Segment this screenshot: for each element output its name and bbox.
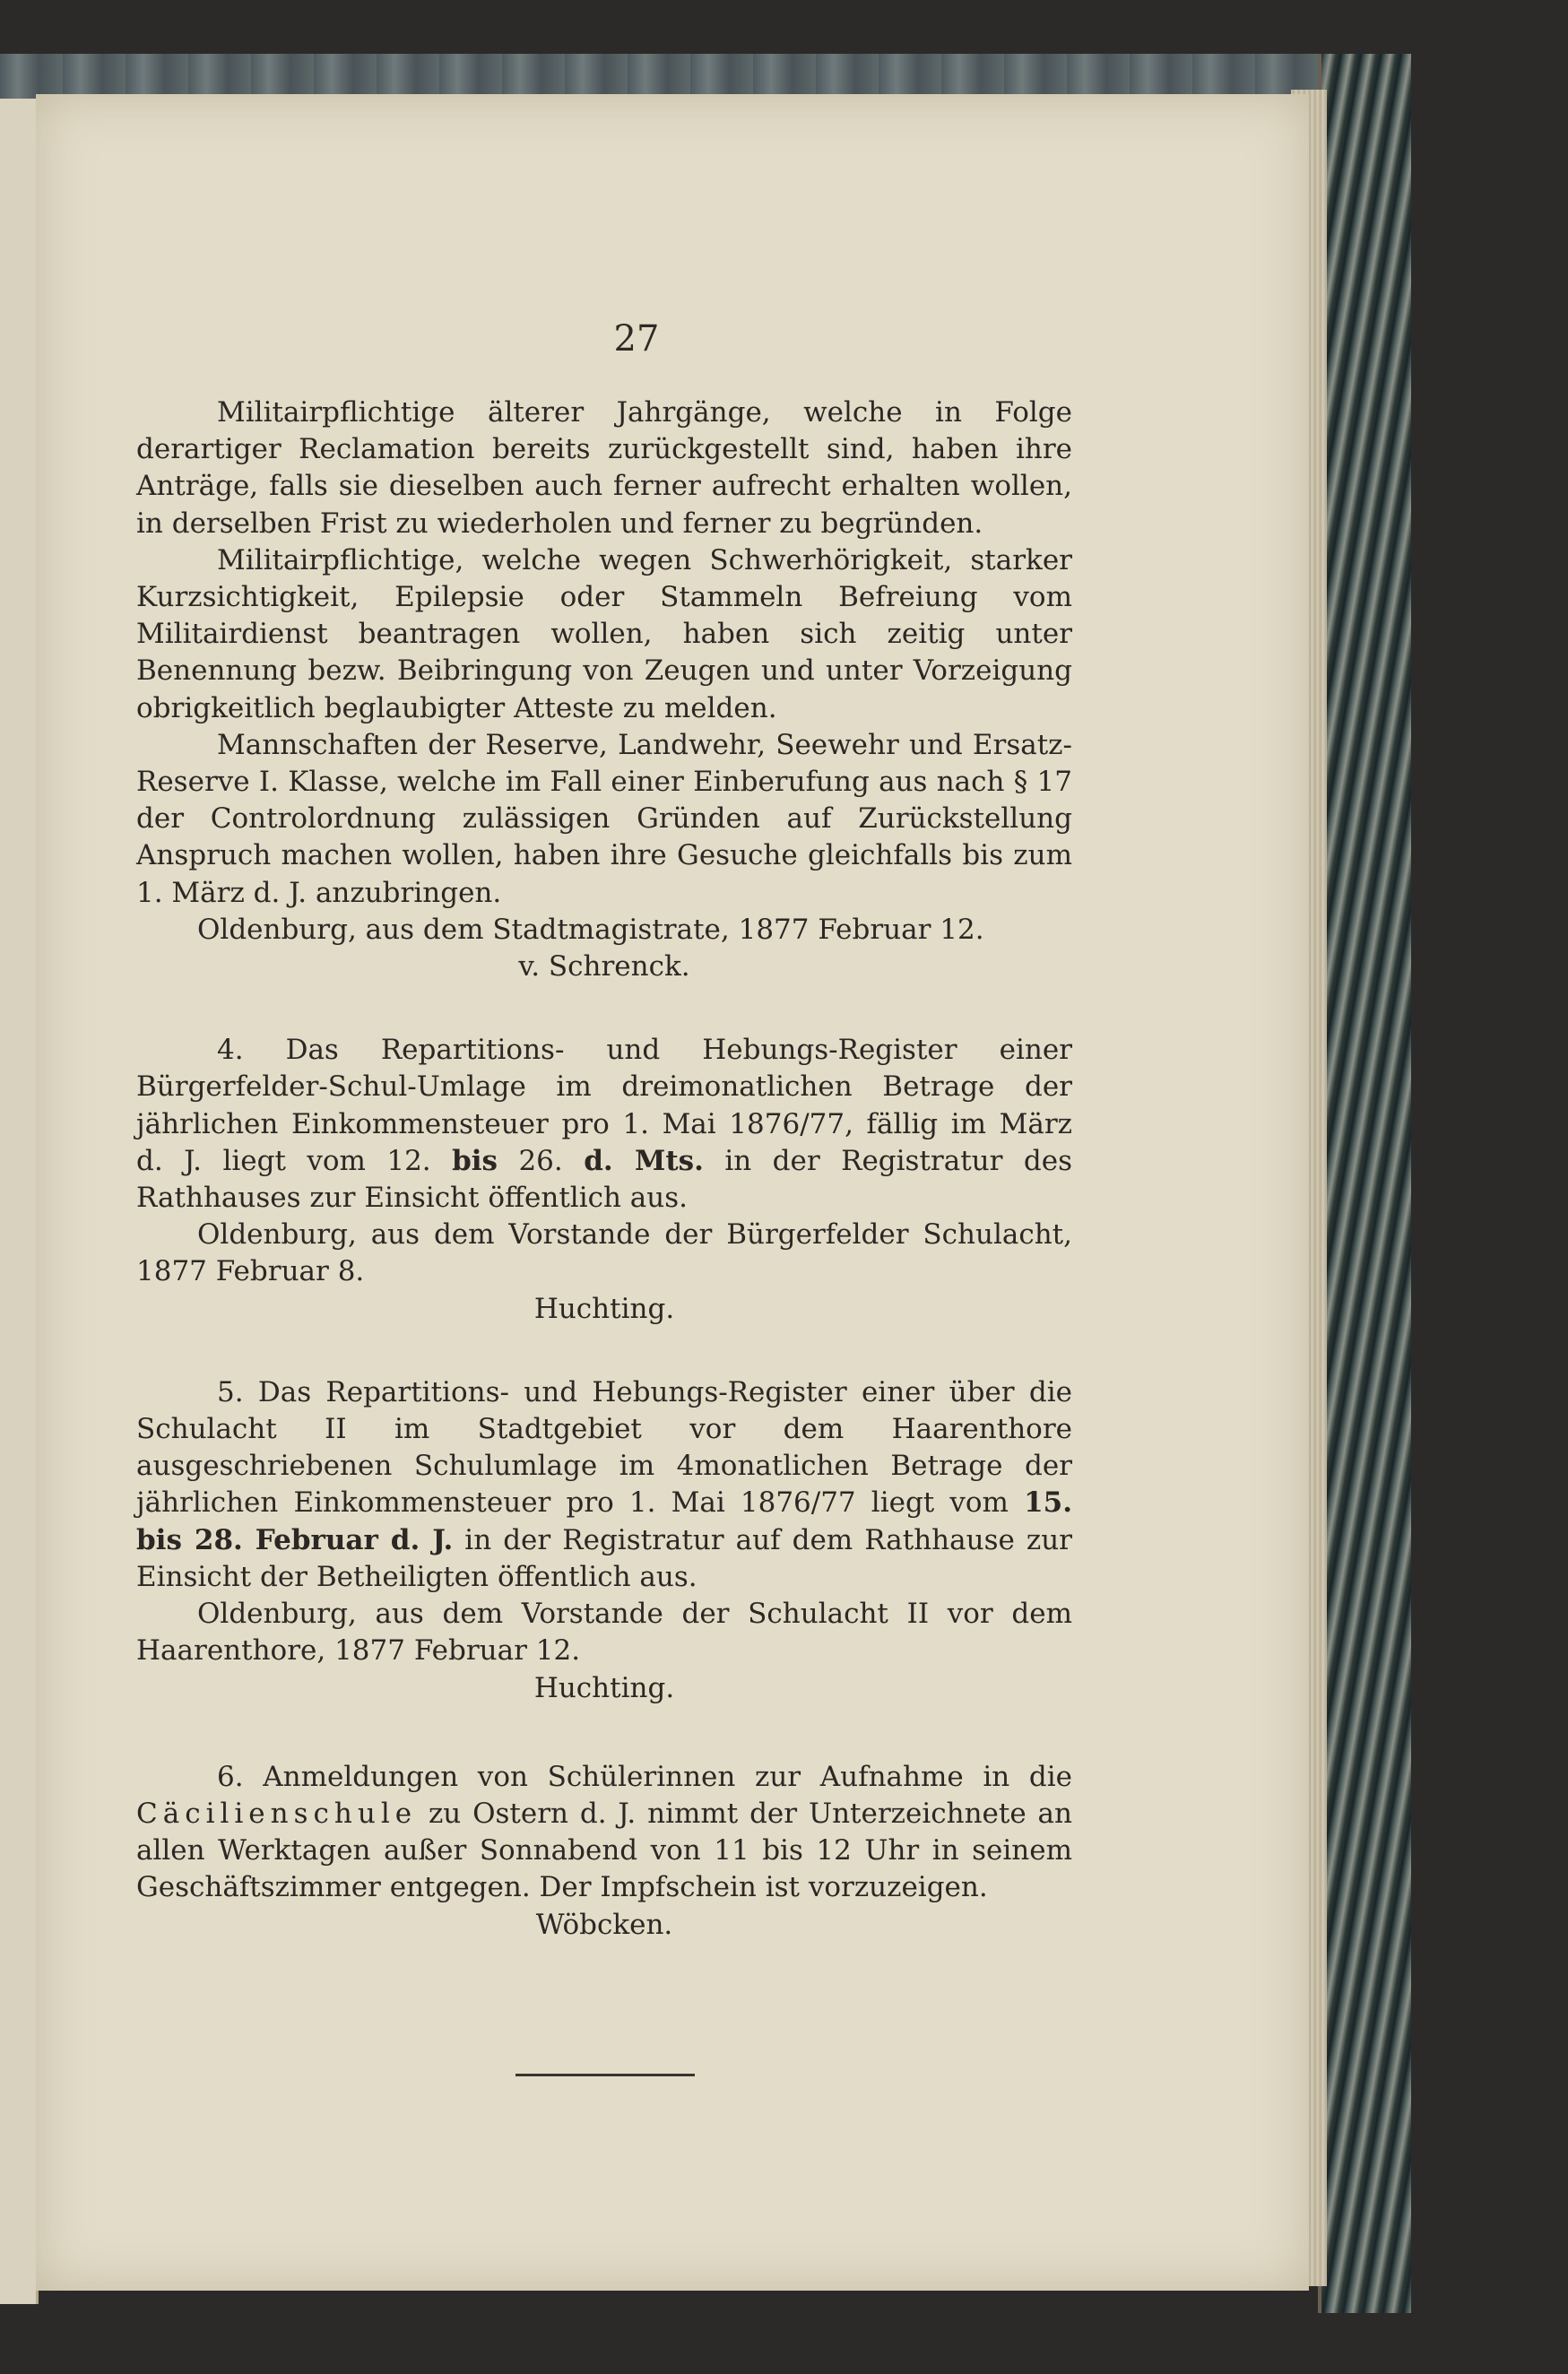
signature-huchting-2: Huchting. xyxy=(533,1671,675,1704)
paragraph-reserve-deferral: Mannschaften der Reserve, Landwehr, Seewehr und Ersatz-Reserve I. Klasse, welche im Fall einer Einberufung aus nach § 17 der Controlordnung zulässigen Gründen auf Zurückstellung Anspruch machen wollen, haben ihre Gesuche gleichfalls bis zum 1. März d. J. anzubringen. xyxy=(136,728,1072,909)
book-binding-spine xyxy=(1318,54,1411,2313)
notice-4-emphasis-month: d. Mts. xyxy=(584,1144,704,1177)
notice-5-emphasis-dates: 15. bis 28. Februar d. J. xyxy=(136,1486,1072,1556)
notice-5-text-after: in der Registratur auf dem Rathhause zur Einsicht der Betheiligten öffentlich aus. xyxy=(136,1523,1073,1593)
paragraph-medical-exemption: Militairpflichtige, welche wegen Schwerhörigkeit, starker Kurzsichtigkeit, Epilepsie oder Stammeln Befreiung vom Militairdienst beantragen wollen, haben sich zeitig unter Benennung bezw. Beibringung von Zeugen und unter Vorzeigung obrigkeitlich beglaubigter Atteste zu melden. xyxy=(136,543,1072,724)
notice-4-buergerfelde-levy xyxy=(136,1032,1072,1217)
closing-rule xyxy=(515,2074,695,2076)
paragraph-older-conscripts: Militairpflichtige älterer Jahrgänge, welche in Folge derartiger Reclamation bereits zurückgestellt sind, haben ihre Anträge, falls sie dieselben auch ferner aufrecht erhalten wollen, in derselben Frist zu wiederholen und ferner zu begründen. xyxy=(136,396,1072,540)
notice-4-emphasis: bis xyxy=(452,1144,498,1177)
notice-4-text-before: 4. Das Repartitions- und Hebungs-Register einer Bürgerfelder-Schul-Umlage im dreimonatlichen Betrage der jährlichen Einkommensteuer pro 1. Mai 1876/77, fällig im März d. J. liegt vom 12. xyxy=(136,1034,1072,1177)
notice-5-text-before: 5. Das Repartitions- und Hebungs-Register einer über die Schulacht II im Stadtgebiet vor dem Haarenthore ausgeschriebenen Schulumlage im 4monatlichen Betrage der jährlichen Einkommensteuer pro 1. Mai 1876/77 liegt vom xyxy=(136,1375,1072,1520)
notice-6-school-name: Cäcilienschule xyxy=(136,1797,418,1830)
notice-4-text-mid: 26. xyxy=(498,1144,585,1177)
page-text xyxy=(136,394,1072,1944)
signature-huchting-1: Huchting. xyxy=(533,1292,675,1325)
dateline-buergerfelder-schulacht: Oldenburg, aus dem Vorstande der Bürgerfelder Schulacht, 1877 Februar 8. xyxy=(136,1218,1072,1288)
notice-5-haarenthor-levy xyxy=(136,1374,1072,1596)
notice-6-caecilienschule xyxy=(136,1759,1072,1907)
signature-woebcken: Wöbcken. xyxy=(535,1908,673,1941)
notice-4-text-after: in der Registratur des Rathhauses zur Einsicht öffentlich aus. xyxy=(136,1144,1073,1215)
page-number: 27 xyxy=(613,318,660,360)
notice-6-text-before: 6. Anmeldungen von Schülerinnen zur Aufnahme in die xyxy=(217,1760,1072,1793)
signature-schrenck: v. Schrenck. xyxy=(518,950,690,983)
notice-6-text-after: zu Ostern d. J. nimmt der Unterzeichnete an allen Werktagen außer Sonnabend von 11 bis 12 Uhr in seinem Geschäftszimmer entgegen. Der Impfschein ist vorzuzeigen. xyxy=(136,1797,1072,1904)
dateline-stadtmagistrat: Oldenburg, aus dem Stadtmagistrate, 1877 Februar 12. xyxy=(197,913,984,946)
dateline-schulacht-ii: Oldenburg, aus dem Vorstande der Schulacht II vor dem Haarenthore, 1877 Februar 12. xyxy=(136,1598,1072,1668)
previous-page-edge xyxy=(0,99,39,2304)
